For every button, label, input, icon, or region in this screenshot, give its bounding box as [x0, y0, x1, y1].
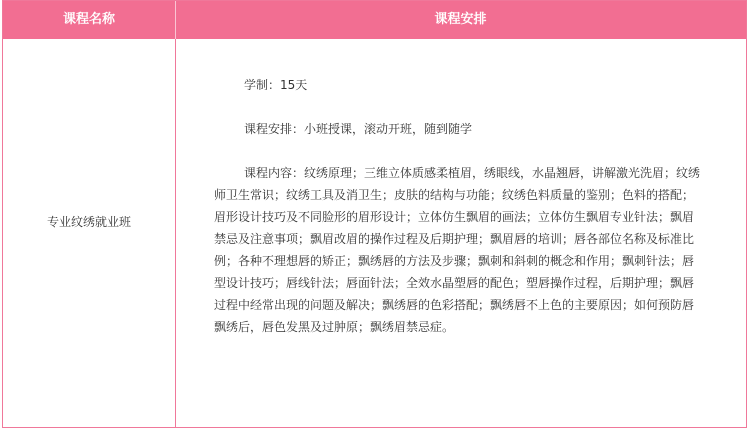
- column-divider: [175, 39, 176, 427]
- course-duration: 学制：15天: [244, 78, 308, 92]
- course-schedule: 课程安排：小班授课，滚动开班，随到随学: [244, 122, 473, 136]
- header-course-schedule: 课程安排: [434, 12, 487, 27]
- course-name-cell: [3, 27, 175, 415]
- course-details-cell: [214, 74, 704, 338]
- course-name: 专业纹绣就业班: [46, 214, 131, 229]
- course-content: 课程内容：纹绣原理；三维立体质感柔植眉，绣眼线，水晶翘唇，讲解激光洗眉；纹绣师卫生常识；纹绣工具及消卫生；皮肤的结构与功能；纹绣色料质量的鉴别；色料的搭配；眉形设计技巧及不同脸形的眉形设计；立体仿生飘眉的画法；立体仿生飘眉专业针法；飘眉禁忌及注意事项；飘眉改眉的操作过程及后期护理；飘眉唇的培训；唇各部位名称及标准比例；各种不理想唇的矫正；飘绣唇的方法及步骤；飘刺和斜刺的概念和作用；飘刺针法；唇型设计技巧；唇线针法；唇面针法；全效水晶塑唇的配色；塑唇操作过程，后期护理；飘唇过程中经常出现的问题及解决；飘绣唇的色彩搭配；飘绣唇不上色的主要原因；如何预防唇飘绣后，唇色发黑及过肿原；飘绣眉禁忌症。: [214, 166, 701, 334]
- header-course-name: 课程名称: [62, 12, 115, 27]
